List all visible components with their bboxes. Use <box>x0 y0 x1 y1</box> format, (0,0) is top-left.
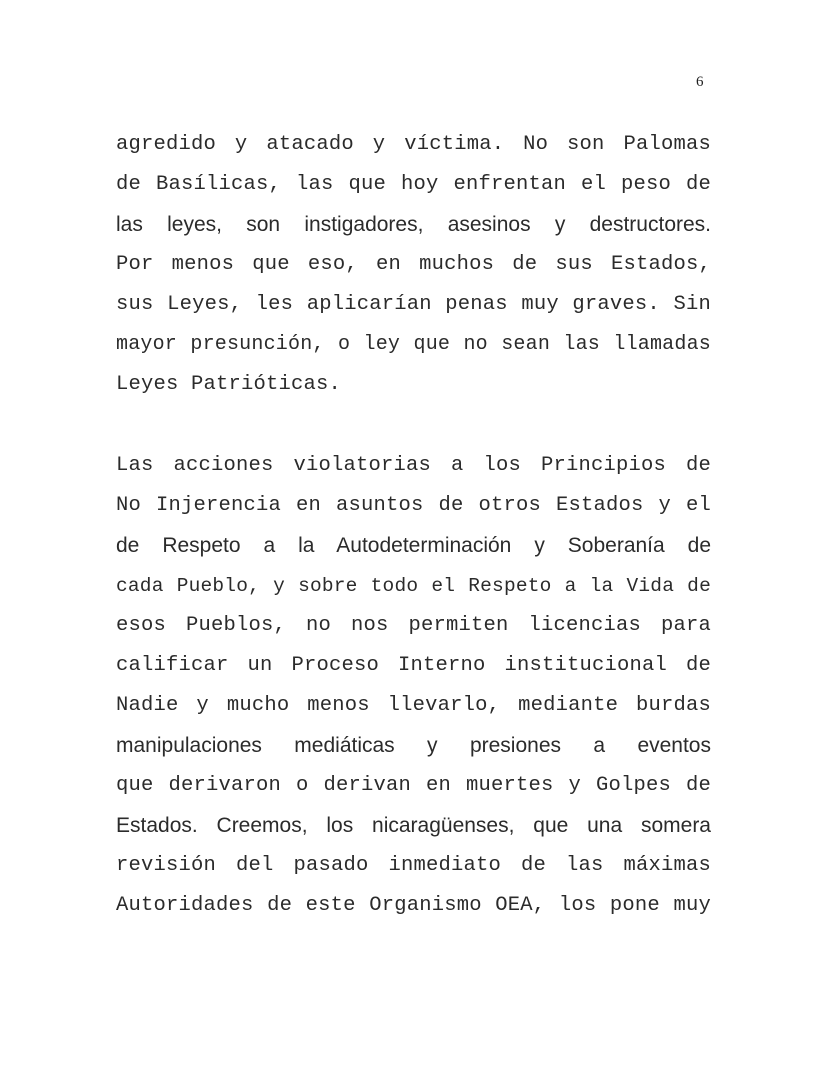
text-line: Por menos que eso, en muchos de sus Estados, <box>116 253 711 276</box>
text-line: las leyes, son instigadores, asesinos y destructores. <box>116 213 711 236</box>
text-line: revisión del pasado inmediato de las máximas <box>116 854 711 877</box>
text-line: calificar un Proceso Interno institucional de <box>116 654 711 677</box>
text-line: Leyes Patrióticas. <box>116 373 342 396</box>
text-line: de Respeto a la Autodeterminación y Soberanía de <box>116 534 711 557</box>
text-line: No Injerencia en asuntos de otros Estados y el <box>116 494 711 517</box>
page-number: 6 <box>696 74 704 90</box>
text-line: agredido y atacado y víctima. No son Palomas <box>116 133 711 156</box>
text-line: mayor presunción, o ley que no sean las llamadas <box>116 333 711 356</box>
text-line: que derivaron o derivan en muertes y Golpes de <box>116 774 711 797</box>
text-line: Las acciones violatorias a los Principios de <box>116 454 711 477</box>
text-line: sus Leyes, les aplicarían penas muy graves. Sin <box>116 293 711 316</box>
paragraph-1 <box>116 125 711 405</box>
text-line: esos Pueblos, no nos permiten licencias para <box>116 614 711 637</box>
text-line: manipulaciones mediáticas y presiones a eventos <box>116 734 711 757</box>
text-line: Autoridades de este Organismo OEA, los pone muy <box>116 894 711 917</box>
text-line: de Basílicas, las que hoy enfrentan el peso de <box>116 173 711 196</box>
text-line: cada Pueblo, y sobre todo el Respeto a la Vida de <box>116 575 711 597</box>
paragraph-2 <box>116 446 711 926</box>
text-line: Nadie y mucho menos llevarlo, mediante burdas <box>116 694 711 717</box>
text-line: Estados. Creemos, los nicaragüenses, que una somera <box>116 814 711 837</box>
